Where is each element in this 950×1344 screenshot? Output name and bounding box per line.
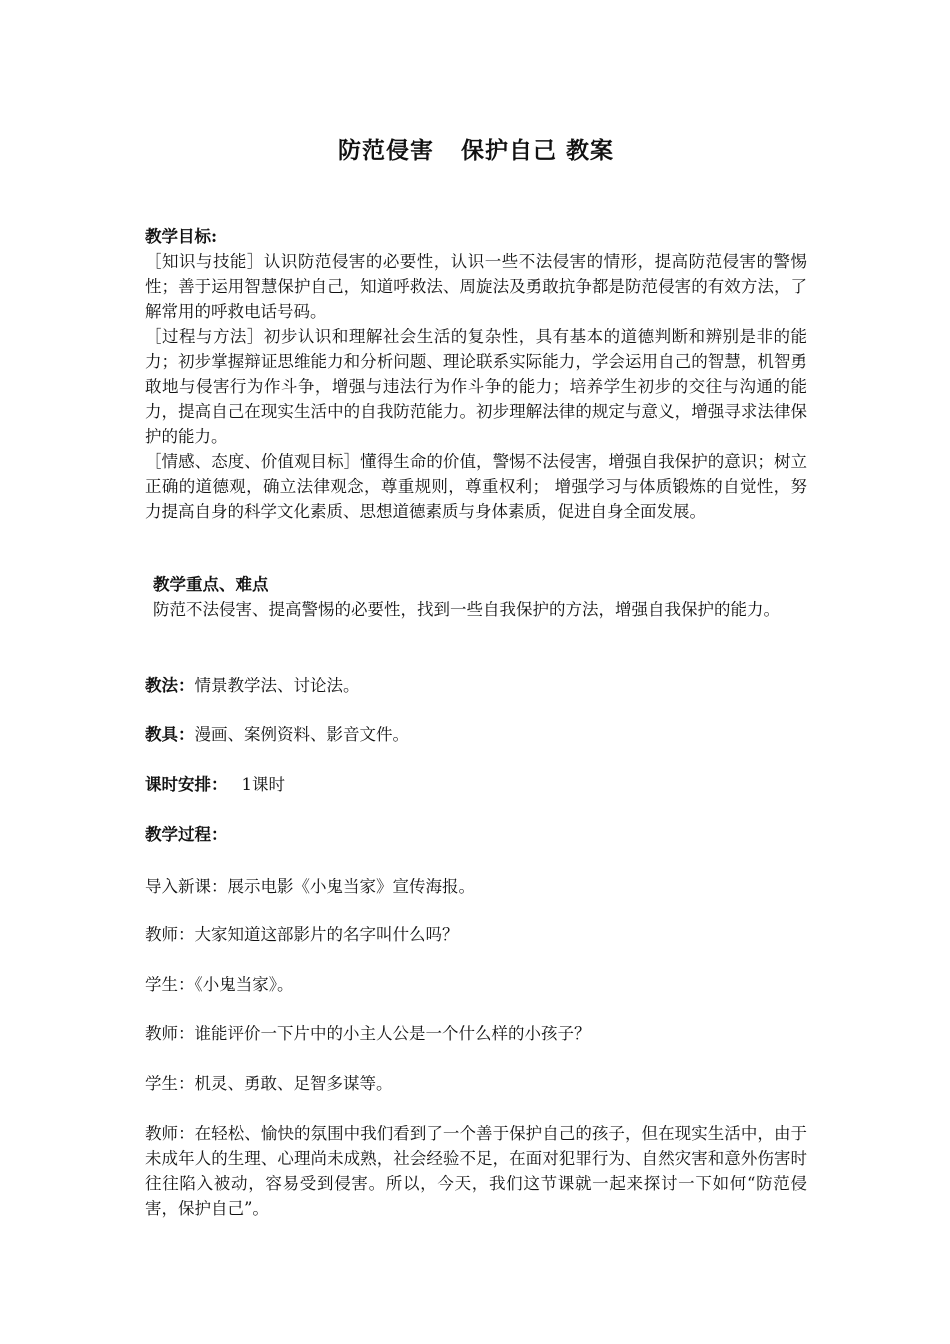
objective-process: ［过程与方法］初步认识和理解社会生活的复杂性，具有基本的道德判断和辨别是非的能力；初步掌握辩证思维能力和分析问题、理论联系实际能力，学会运用自己的智慧，机智勇敢地与侵害行为作斗争，增强与违法行为作斗争的能力；培养学生初步的交往与沟通的能力，提高自己在现实生活中的自我防范能力。初步理解法律的规定与意义，增强寻求法律保护的能力。 [145, 327, 807, 446]
key-points-text: 防范不法侵害、提高警惕的必要性，找到一些自我保护的方法，增强自我保护的能力。 [153, 600, 780, 619]
key-points-section [145, 572, 807, 622]
tools-line [145, 722, 807, 747]
dialogue-line: 教师：在轻松、愉快的氛围中我们看到了一个善于保护自己的孩子，但在现实生活中，由于未成年人的生理、心理尚未成熟，社会经验不足，在面对犯罪行为、自然灾害和意外伤害时往往陷入被动，容易受到侵害。所以，今天，我们这节课就一起来探讨一下如何“防范侵害，保护自己”。 [145, 1124, 807, 1218]
method-label: 教法： [145, 676, 195, 695]
objectives-heading: 教学目标: [145, 227, 218, 246]
schedule-value: 1课时 [241, 775, 285, 794]
objective-knowledge: ［知识与技能］认识防范侵害的必要性，认识一些不法侵害的情形，提高防范侵害的警惕性；善于运用智慧保护自己，知道呼救法、周旋法及勇敢抗争都是防范侵害的有效方法，了解常用的呼救电话号码。 [145, 252, 807, 321]
dialogue-line: 学生：《小鬼当家》。 [145, 975, 294, 994]
objective-emotion: ［情感、态度、价值观目标］懂得生命的价值，警惕不法侵害，增强自我保护的意识；树立正确的道德观，确立法律观念，尊重规则，尊重权利； 增强学习与体质锻炼的自觉性，努力提高自身的科学文化素质、思想道德素质与身体素质，促进自身全面发展。 [145, 452, 807, 521]
dialogue-line: 学生：机灵、勇敢、足智多谋等。 [145, 1074, 393, 1093]
tools-label: 教具： [145, 725, 195, 744]
objectives-section [145, 224, 807, 524]
key-points-heading: 教学重点、难点 [153, 575, 269, 594]
schedule-line [145, 772, 807, 797]
document-title: 防范侵害 保护自己 教案 [337, 137, 615, 164]
method-value: 情景教学法、讨论法。 [194, 676, 360, 695]
dialogue-line: 教师：大家知道这部影片的名字叫什么吗？ [145, 925, 459, 944]
schedule-label: 课时安排： [145, 775, 228, 794]
method-line [145, 673, 807, 698]
dialogue-line: 教师：谁能评价一下片中的小主人公是一个什么样的小孩子？ [145, 1024, 591, 1043]
dialogue-line: 导入新课：展示电影《小鬼当家》宣传海报。 [145, 877, 475, 896]
process-heading: 教学过程： [145, 825, 228, 844]
tools-value: 漫画、案例资料、影音文件。 [194, 725, 409, 744]
